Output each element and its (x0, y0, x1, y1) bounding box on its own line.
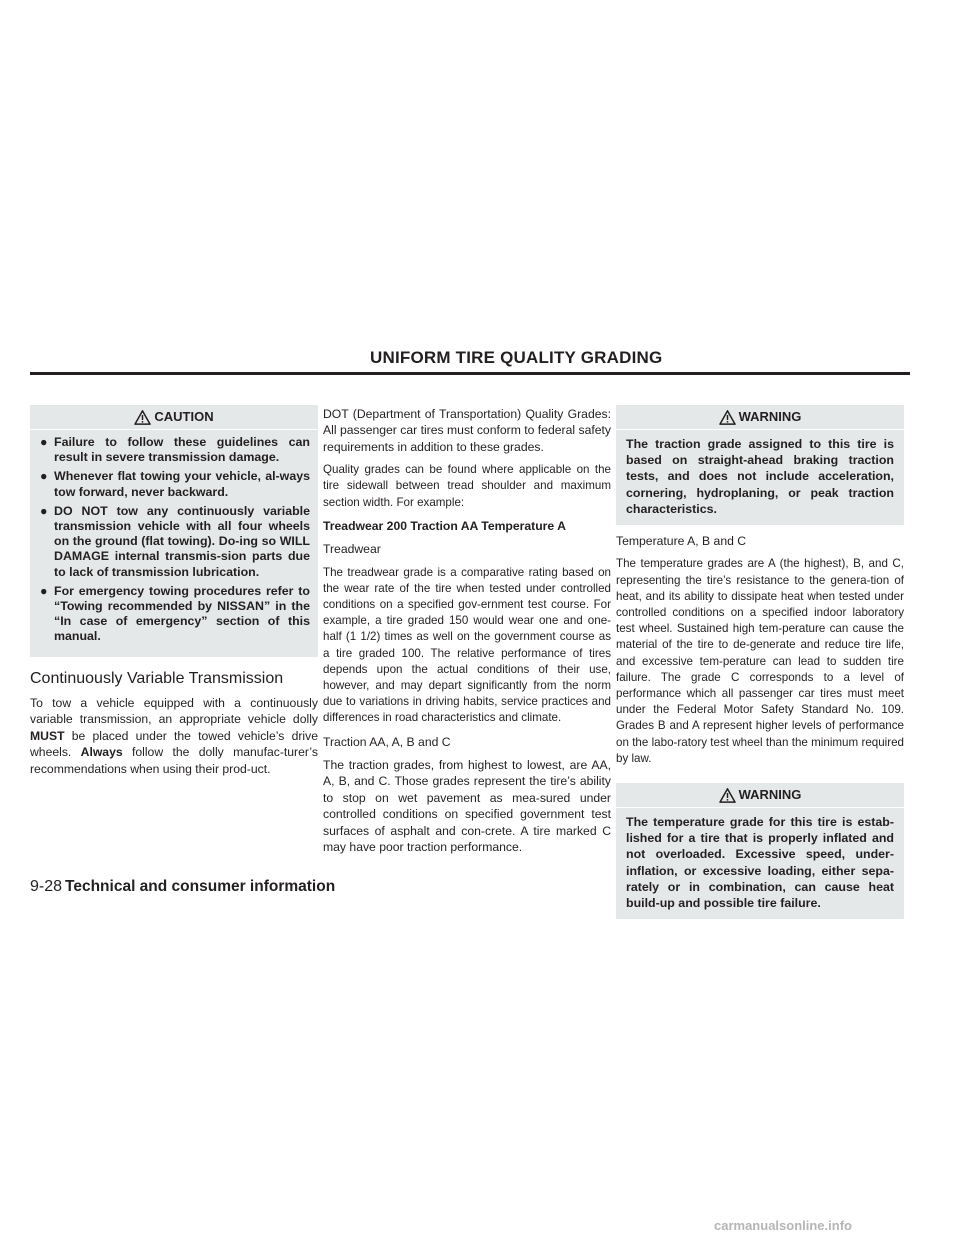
caution-list (30, 435, 318, 645)
warning-triangle-icon (719, 788, 736, 803)
caution-box (30, 405, 318, 657)
cvt-heading: Continuously Variable Transmission (30, 669, 284, 687)
warning-box-temperature (616, 783, 904, 919)
caution-item: ● DO NOT tow any continuously variable transmission vehicle with all four wheels on the ground (flat towing). Do-ing so WILL DAMAGE internal transmis-sion parts due to lack of transmission lubrication. (40, 503, 310, 579)
caution-title: CAUTION (154, 408, 214, 424)
caution-item: ● Failure to follow these guidelines can result in severe transmission damage. (40, 435, 310, 465)
warning-triangle-icon (134, 410, 151, 425)
treadwear-heading: Treadwear (323, 542, 381, 557)
column-3 (616, 405, 904, 927)
warning-text: The traction grade assigned to this tire is based on straight-ahead braking traction tests, and does not include acceleration, cornering, hydroplaning, or peak traction characteristics. (626, 437, 894, 516)
bullet-icon: ● (40, 469, 48, 484)
watermark: carmanualsonline.info (714, 1218, 852, 1233)
cvt-paragraph: To tow a vehicle equipped with a continuously variable transmission, an appropriate vehicle dolly MUST be placed under the towed vehicle’s drive wheels. Always follow the dolly manufac-turer’s recommendations when using their prod-uct. (30, 696, 318, 776)
page-number: 9-28 (30, 878, 63, 895)
page-footer (30, 878, 335, 896)
warning-title: WARNING (738, 408, 802, 424)
bullet-icon: ● (40, 583, 48, 598)
caution-item: ● For emergency towing procedures refer to “Towing recommended by NISSAN” in the “In case of emergency” section of this manual. (40, 583, 310, 644)
traction-heading: Traction AA, A, B and C (323, 734, 451, 749)
section-title: UNIFORM TIRE QUALITY GRADING (370, 348, 663, 367)
caution-header (30, 405, 318, 430)
column-1 (30, 405, 318, 784)
header-rule (30, 372, 910, 375)
traction-paragraph: The traction grades, from highest to lowest, are AA, A, B, and C. Those grades represent the tire’s ability to stop on wet pavement as mea-sured under controlled conditions on specified government test surfaces of asphalt and con-crete. A tire marked C may have poor traction performance. (323, 758, 611, 855)
warning-header (616, 783, 904, 808)
location-paragraph: Quality grades can be found where applicable on the tire sidewall between tread shoulder and maximum section width. For example: (323, 463, 611, 509)
example-grade: Treadwear 200 Traction AA Temperature A (323, 518, 566, 533)
warning-box-traction (616, 405, 904, 525)
warning-header (616, 405, 904, 430)
warning-title: WARNING (738, 786, 802, 802)
warning-triangle-icon (719, 410, 736, 425)
temperature-heading: Temperature A, B and C (616, 534, 747, 549)
column-2 (323, 406, 611, 863)
temperature-paragraph: The temperature grades are A (the highest), B, and C, representing the tire’s resistance to the genera-tion of heat, and its ability to dissipate heat when tested under controlled conditions on a specified indoor laboratory test wheel. Sustained high tem-perature can cause the material of the tire to de-generate and reduce tire life, and excessive tem-perature can lead to sudden tire failure. The grade C corresponds to a level of performance which all passenger car tires must meet under the Federal Motor Safety Standard No. 109. Grades B and A represent higher levels of performance on the labo-ratory test wheel than the minimum required by law. (616, 557, 904, 765)
footer-title: Technical and consumer information (65, 878, 336, 895)
bullet-icon: ● (40, 503, 48, 518)
warning-text: The temperature grade for this tire is estab-lished for a tire that is properly inflated and not overloaded. Excessive speed, under-inflation, or excessive loading, either sepa-rately or in combination, can cause heat build-up and possible tire failure. (626, 815, 894, 911)
dot-paragraph: DOT (Department of Transportation) Quality Grades: All passenger car tires must conform to federal safety requirements in addition to these grades. (323, 407, 611, 454)
caution-item: ● Whenever flat towing your vehicle, al-ways tow forward, never backward. (40, 469, 310, 499)
treadwear-paragraph: The treadwear grade is a comparative rating based on the wear rate of the tire when tested under controlled conditions on a specified gov-ernment test course. For example, a tire graded 150 would wear one and one-half (1 1/2) times as well on the government course as a tire graded 100. The relative performance of tires depends upon the actual conditions of their use, however, and may depart significantly from the norm due to variations in driving habits, service practices and differences in road characteristics and climate. (323, 565, 611, 725)
bullet-icon: ● (40, 435, 48, 449)
